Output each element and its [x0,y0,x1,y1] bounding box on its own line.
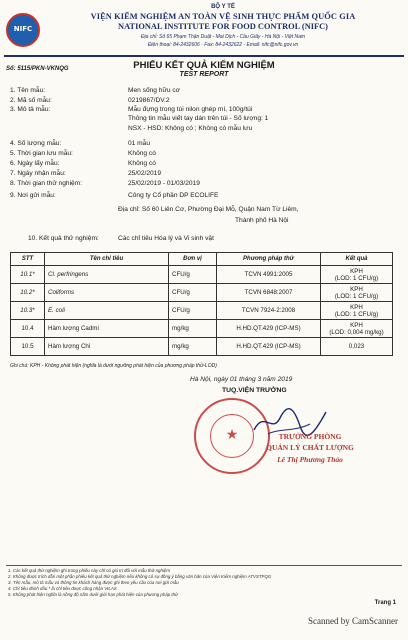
result-lod: (LOD: 1 CFU/g) [334,310,379,318]
info-value: Không có [128,160,156,167]
table-row [11,338,393,356]
signature-name: Lê Thị Phương Thảo [277,455,343,464]
table-note: Ghi chú: KPH - Không phát hiện (nghĩa là dưới ngưỡng phát hiện của phương pháp thử-LOD) [10,363,217,369]
cell-unit: mg/kg [169,320,217,338]
result-value: KPH [350,303,363,311]
result-value: KPH [350,285,363,293]
signature-title-line2: QUẢN LÝ CHẤT LƯỢNG [266,443,354,452]
info-value: Mẫu đựng trong túi nilon ghép mí, 100g/túi [128,106,253,113]
info-value: Không có [128,150,156,157]
cell-name: Coliforms [45,284,169,302]
result-lod: (LOD: 0,004 mg/kg) [329,328,384,336]
table-row [11,302,393,320]
info-value: 25/02/2019 - 01/03/2019 [128,180,200,187]
report-subtitle: TEST REPORT [179,71,229,78]
report-title: PHIẾU KẾT QUẢ KIỂM NGHIỆM [133,60,275,71]
place-and-date: Hà Nội, ngày 01 tháng 3 năm 2019 [190,376,293,383]
result-value: KPH [350,321,363,329]
cell-result [321,320,393,338]
table-row [11,284,393,302]
results-table [10,252,393,356]
result-value: 0,023 [348,343,365,350]
cell-result [321,266,393,284]
info-label: 7. Ngày nhận mẫu: [10,170,66,177]
description-line-2: Thông tin mẫu viết tay dán trên túi - Số lượng: 1 [128,115,269,122]
footnote: 5. Không phát hiện nghĩa là nồng độ nằm dưới giới hạn phát hiện của phương pháp thử [8,592,178,597]
stamp-star-icon: ★ [225,426,239,442]
cell-unit: mg/kg [169,338,217,356]
cell-method: H.HD.QT.429 (ICP-MS) [217,320,321,338]
cell-name: E. coli [45,302,169,320]
description-line-3: NSX - HSD: Không có ; Không có mẫu lưu [128,125,253,132]
cell-name: Hàm lượng Chì [45,338,169,356]
cell-method: TCVN 4991:2005 [217,266,321,284]
institute-name-vn: VIỆN KIỂM NGHIỆM AN TOÀN VỆ SINH THỰC PHẨM QUỐC GIA [90,12,356,21]
results-value: Các chỉ tiêu Hóa lý và Vi sinh vật [118,235,214,242]
cell-result [321,338,393,356]
nifc-logo [6,13,40,47]
cell-method: TCVN 6848:2007 [217,284,321,302]
footnote: 4. Chỉ tiêu đánh dấu * là chỉ tiêu được công nhận VILAS [8,586,117,591]
info-value: 01 mẫu [128,140,150,147]
info-label: 5. Thời gian lưu mẫu: [10,150,73,157]
cell-method: H.HD.QT.429 (ICP-MS) [217,338,321,356]
cell-stt: 10.4 [11,320,45,338]
footer-divider [6,565,402,566]
cell-stt: 10.2* [11,284,45,302]
col-header-result: Kết quả [321,253,393,266]
cell-method: TCVN 7924-2:2008 [217,302,321,320]
info-label: 3. Mô tả mẫu: [10,106,51,113]
info-value: 25/02/2019 [128,170,162,177]
cell-stt: 10.3* [11,302,45,320]
result-lod: (LOD: 1 CFU/g) [334,274,379,282]
signer-title: TUQ.VIỆN TRƯỞNG [222,387,287,394]
cell-name: Hàm lượng Cadmi [45,320,169,338]
cell-result [321,302,393,320]
info-label: 8. Thời gian thử nghiệm: [10,180,83,187]
info-value: Công ty Cổ phần DP ECOLIFE [128,192,219,199]
scanner-watermark: Scanned by CamScanner [308,616,398,626]
sender-city: Thành phố Hà Nội [235,217,289,224]
results-label: 10. Kết quả thử nghiệm: [28,235,99,242]
info-value: 0219867/DV.2 [128,97,170,104]
document-number: Số: 5115/PKN-VKNQG [6,66,69,72]
cell-unit: CFU/g [169,302,217,320]
cell-unit: CFU/g [169,266,217,284]
header-divider [4,55,404,57]
footnote: 1. Các kết quả thử nghiệm ghi trong phiếu này chỉ có giá trị đối với mẫu thử nghiệm [8,568,170,573]
footnote: 2. Không được trích dẫn một phần phiếu kết quả thử nghiệm nếu không có sự đồng ý bằng văn bản của Viện Kiểm nghiệm ATVSTPQG [8,574,272,579]
info-label: 1. Tên mẫu: [10,87,46,94]
signature-title-line1: TRƯỞNG PHÒNG [278,432,342,441]
result-lod: (LOD: 1 CFU/g) [334,292,379,300]
info-value: Men sống hữu cơ [128,87,180,94]
col-header-stt: STT [11,253,45,266]
cell-stt: 10.5 [11,338,45,356]
info-label: 2. Mã số mẫu: [10,97,52,104]
col-header-method: Phương pháp thử [217,253,321,266]
col-header-unit: Đơn vị [169,253,217,266]
cell-result [321,284,393,302]
table-row [11,320,393,338]
sender-address: Địa chỉ: Số 60 Liên Cơ, Phường Đại Mỗ, Quận Nam Từ Liêm, [118,206,299,213]
result-value: KPH [350,267,363,275]
institute-name-en: NATIONAL INSTITUTE FOR FOOD CONTROL (NIFC) [118,22,328,31]
table-header-row [11,253,393,266]
cell-unit: CFU/g [169,284,217,302]
info-label: 4. Số lượng mẫu: [10,140,62,147]
institute-address: Địa chỉ: Số 65 Phạm Thận Duật - Mai Dịch - Cầu Giấy - Hà Nội - Việt Nam [140,34,306,40]
institute-contact: Điện thoại: 84-2432606 · Fax: 84-2432622 · Email: nifc@nifc.gov.vn [147,42,299,48]
ministry-name: BỘ Y TẾ [211,4,235,10]
cell-stt: 10.1* [11,266,45,284]
cell-name: Cl. perfringens [45,266,169,284]
footnote: 3. Tên mẫu, mô tả mẫu và thông tin khách hàng được ghi theo yêu cầu của nơi gửi mẫu [8,580,179,585]
col-header-name: Tên chỉ tiêu [45,253,169,266]
table-row [11,266,393,284]
info-label: 9. Nơi gửi mẫu: [10,192,56,199]
logo-text: NIFC [13,25,33,33]
info-label: 6. Ngày lấy mẫu: [10,160,60,167]
page-number: Trang 1 [374,600,396,606]
